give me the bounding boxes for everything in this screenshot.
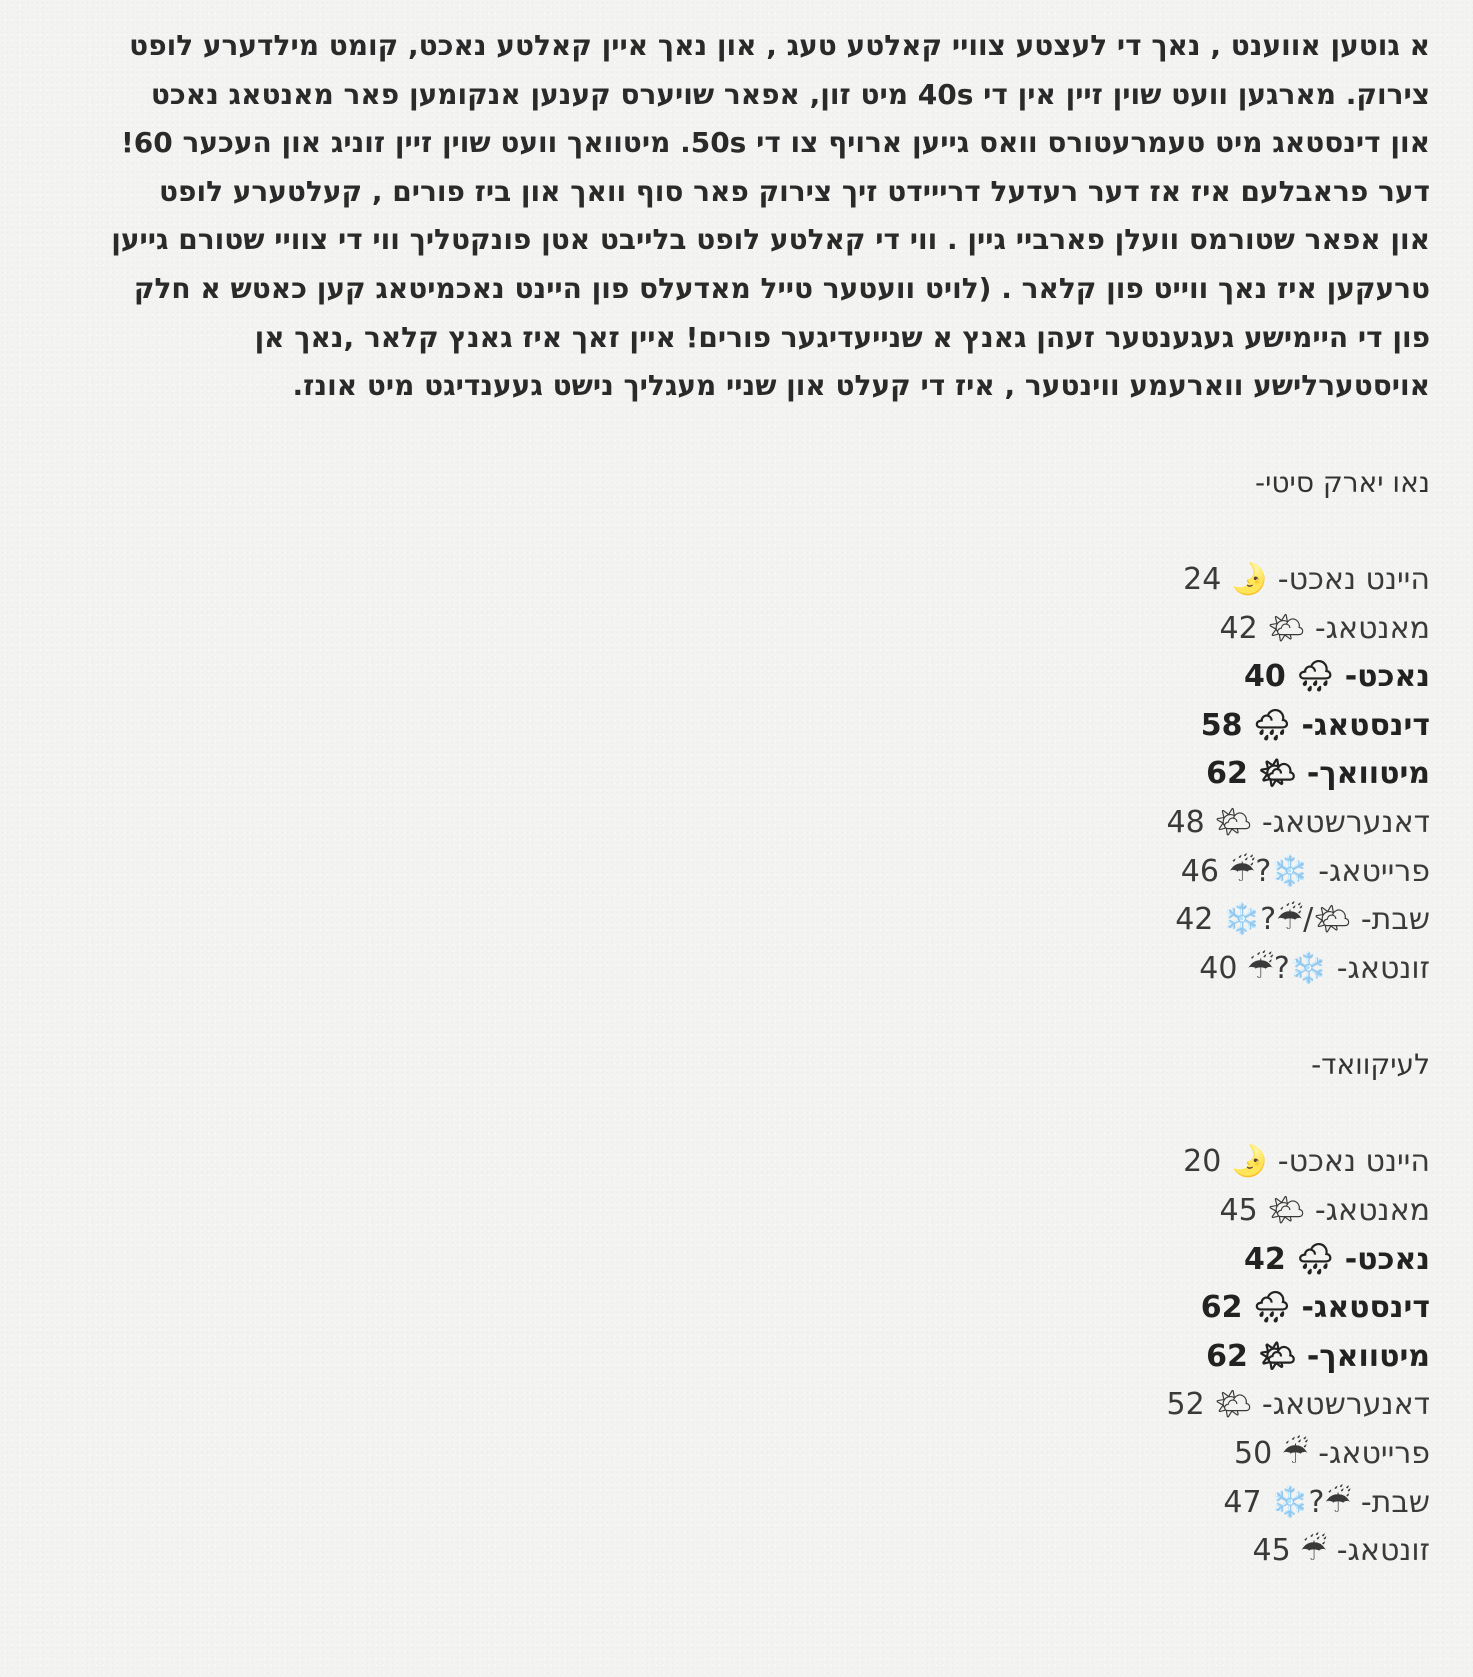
temperature: 62 bbox=[1200, 1290, 1243, 1326]
forecast-row bbox=[110, 1284, 1430, 1333]
forecast-row bbox=[110, 556, 1430, 605]
forecast-row bbox=[110, 1527, 1430, 1576]
day-label: זונטאג- bbox=[1336, 950, 1430, 986]
day-label: פרייטאג- bbox=[1318, 1436, 1430, 1472]
temperature: 40 bbox=[1199, 950, 1238, 986]
forecast-row bbox=[110, 1479, 1430, 1528]
section-title: לעיקוואד- bbox=[1311, 1048, 1430, 1082]
day-label: דאנערשטאג- bbox=[1261, 1387, 1430, 1423]
weather-icon: 🌧 bbox=[1296, 659, 1335, 695]
forecast-row bbox=[110, 896, 1430, 945]
forecast-row bbox=[110, 848, 1430, 897]
forecast-row bbox=[110, 1333, 1430, 1382]
forecast-row bbox=[110, 1236, 1430, 1285]
day-label: שבת- bbox=[1360, 902, 1430, 938]
forecast-row bbox=[110, 750, 1430, 799]
day-label: מיטוואך- bbox=[1306, 1338, 1430, 1374]
temperature: 47 bbox=[1223, 1484, 1262, 1520]
day-label: מאנטאג- bbox=[1314, 1193, 1430, 1229]
day-label: נאכט- bbox=[1344, 1241, 1430, 1277]
weather-icon: 🌤 bbox=[1214, 804, 1253, 840]
section-title: נאו יארק סיטי- bbox=[1255, 465, 1430, 499]
weather-icon: 🌤 bbox=[1267, 1193, 1306, 1229]
forecast-list bbox=[110, 556, 1430, 993]
temperature: 52 bbox=[1166, 1387, 1205, 1423]
day-label: דינסטאג- bbox=[1301, 1290, 1430, 1326]
weather-icon: 🌧 bbox=[1252, 707, 1292, 743]
day-label: היינט נאכט- bbox=[1277, 1144, 1430, 1180]
day-label: דינסטאג- bbox=[1301, 707, 1430, 743]
forecast-list bbox=[110, 1138, 1430, 1575]
weather-icon: ☔ bbox=[1300, 1533, 1328, 1569]
forecast-row bbox=[110, 1430, 1430, 1479]
temperature: 40 bbox=[1243, 659, 1286, 695]
weather-icon: ❄️?☔ bbox=[1247, 950, 1328, 986]
intro-paragraph: א גוטען אווענט , נאך די לעצטע צוויי קאלטע טעג , און נאך איין קאלטע נאכט, קומט מילדערע לופט צירוק. מארגען וועט שוין זיין אין די 40s מיט זון, אפאר שויערס קענען אנקומען פאר מאנטאג נאכט און דינסטאג מיט טעמרעטורס וואס גייען ארויף צו די 50s. מיטוואך וועט שוין זיין זוניג און העכער 60! דער פראבלעם איז אז דער רעדעל דרייידט זיך צירוק פאר סוף וואך און ביז פורים , קעלטערע לופט און אפאר שטורמס וועלן פארביי גיין . ווי די קאלטע לופט בלייבט אטן פונקטליך ווי די צוויי שטורם גייען טרעקען איז נאך ווייט פון קלאר . (לויט וועטער טייל מאדעלס פון היינט נאכמיטאג קען כאטש א חלק פון די היימישע געגענטער זעהן גאנץ א שנייעדיגער פורים! איין זאך איז גאנץ קלאר ,נאך אן אויסטערלישע ווארעמע ווינטער , איז די קעלט און שניי מעגליך נישט געענדיגט מיט אונז. bbox=[111, 29, 1430, 403]
temperature: 45 bbox=[1252, 1533, 1291, 1569]
temperature: 62 bbox=[1206, 756, 1248, 792]
forecast-row bbox=[110, 702, 1430, 751]
temperature: 20 bbox=[1183, 1144, 1222, 1180]
day-label: זונטאג- bbox=[1336, 1533, 1430, 1569]
forecast-row bbox=[110, 1187, 1430, 1236]
temperature: 58 bbox=[1200, 707, 1243, 743]
day-label: דאנערשטאג- bbox=[1261, 804, 1430, 840]
weather-icon: ❄️?☔ bbox=[1228, 853, 1309, 889]
weather-icon: 🌧 bbox=[1296, 1241, 1335, 1277]
weather-icon: ☔?❄️ bbox=[1271, 1484, 1352, 1520]
weather-icon: 🌤/☔?❄️ bbox=[1222, 902, 1352, 938]
section-lakewood bbox=[110, 1041, 1430, 1576]
weather-icon: 🌤 bbox=[1258, 1338, 1297, 1374]
forecast-row bbox=[110, 1138, 1430, 1187]
temperature: 50 bbox=[1234, 1436, 1273, 1472]
weather-icon: ☔ bbox=[1281, 1436, 1309, 1472]
forecast-row bbox=[110, 1381, 1430, 1430]
forecast-row bbox=[110, 605, 1430, 654]
weather-icon: 🌛 bbox=[1230, 1144, 1269, 1180]
temperature: 42 bbox=[1243, 1241, 1286, 1277]
weather-icon: 🌧 bbox=[1252, 1290, 1292, 1326]
temperature: 42 bbox=[1175, 902, 1214, 938]
temperature: 45 bbox=[1219, 1193, 1258, 1229]
temperature: 46 bbox=[1180, 853, 1219, 889]
weather-icon: 🌤 bbox=[1267, 610, 1306, 646]
temperature: 42 bbox=[1219, 610, 1258, 646]
temperature: 62 bbox=[1206, 1338, 1248, 1374]
forecast-row bbox=[110, 799, 1430, 848]
weather-icon: 🌤 bbox=[1214, 1387, 1253, 1423]
forecast-document bbox=[110, 22, 1430, 1576]
forecast-row bbox=[110, 653, 1430, 702]
day-label: מיטוואך- bbox=[1306, 756, 1430, 792]
day-label: מאנטאג- bbox=[1314, 610, 1430, 646]
day-label: שבת- bbox=[1360, 1484, 1430, 1520]
forecast-row bbox=[110, 945, 1430, 994]
section-nyc bbox=[110, 459, 1430, 994]
day-label: פרייטאג- bbox=[1318, 853, 1430, 889]
weather-icon: 🌛 bbox=[1230, 561, 1269, 597]
day-label: נאכט- bbox=[1344, 659, 1430, 695]
temperature: 24 bbox=[1183, 561, 1222, 597]
weather-icon: 🌤 bbox=[1258, 756, 1297, 792]
day-label: היינט נאכט- bbox=[1277, 561, 1430, 597]
temperature: 48 bbox=[1166, 804, 1205, 840]
